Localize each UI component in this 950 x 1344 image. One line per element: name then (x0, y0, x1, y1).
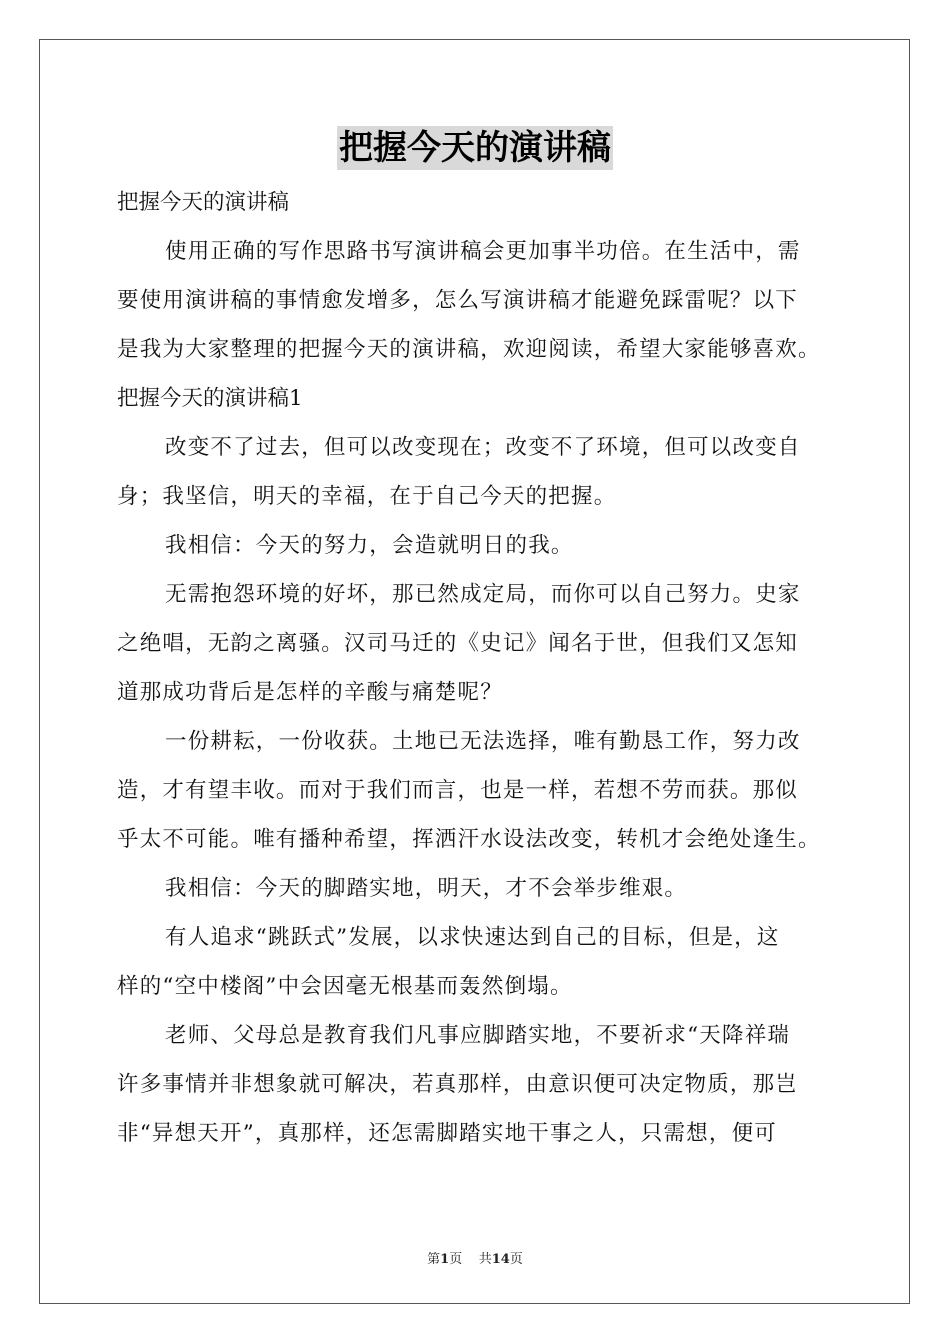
body-line: 样的“空中楼阁”中会因毫无根基而轰然倒塌。 (117, 974, 573, 999)
body-line: 造，才有望丰收。而对于我们而言，也是一样，若想不劳而获。那似 (117, 778, 799, 803)
body-line: 要使用演讲稿的事情愈发增多，怎么写演讲稿才能避免踩雷呢？以下 (117, 288, 799, 313)
body-line: 是我为大家整理的把握今天的演讲稿，欢迎阅读，希望大家能够喜欢。 (117, 337, 821, 362)
body-line: 非“异想天开”，真那样，还怎需脚踏实地干事之人，只需想，便可 (117, 1121, 777, 1146)
body-line: 道那成功背后是怎样的辛酸与痛楚呢？ (117, 680, 503, 705)
page-prefix: 第 (427, 1252, 441, 1267)
body-line: 无需抱怨环境的好坏，那已然成定局，而你可以自己努力。史家 (165, 582, 801, 607)
document-body (117, 178, 837, 1158)
body-line: 身；我坚信，明天的幸福，在于自己今天的把握。 (117, 484, 617, 509)
body-line: 一份耕耘，一份收获。土地已无法选择，唯有勤恳工作，努力改 (165, 729, 801, 754)
body-line: 老师、父母总是教育我们凡事应脚踏实地，不要祈求“天降祥瑞 (165, 1023, 791, 1048)
page-footer (0, 1248, 950, 1267)
body-line: 有人追求“跳跃式”发展，以求快速达到自己的目标，但是，这 (165, 925, 780, 950)
page-total: 14 (491, 1252, 510, 1267)
page-suffix: 页 (449, 1252, 463, 1267)
total-prefix: 共 (478, 1252, 492, 1267)
body-line: 把握今天的演讲稿 (117, 190, 290, 215)
body-line: 乎太不可能。唯有播种希望，挥洒汗水设法改变，转机才会绝处逢生。 (117, 827, 821, 852)
body-line: 使用正确的写作思路书写演讲稿会更加事半功倍。在生活中，需 (165, 239, 801, 264)
document-title: 把握今天的演讲稿 (339, 128, 611, 168)
body-line: 之绝唱，无韵之离骚。汉司马迁的《史记》闻名于世，但我们又怎知 (117, 631, 799, 656)
body-line: 把握今天的演讲稿1 (117, 386, 303, 411)
body-line: 我相信：今天的努力，会造就明日的我。 (165, 533, 574, 558)
body-line: 改变不了过去，但可以改变现在；改变不了环境，但可以改变自 (165, 435, 801, 460)
body-line: 我相信：今天的脚踏实地，明天，才不会举步维艰。 (165, 876, 688, 901)
total-suffix: 页 (509, 1252, 523, 1267)
title-container (0, 126, 950, 170)
page-current: 1 (440, 1252, 450, 1267)
body-line: 许多事情并非想象就可解决，若真那样，由意识便可决定物质，那岂 (117, 1072, 799, 1097)
